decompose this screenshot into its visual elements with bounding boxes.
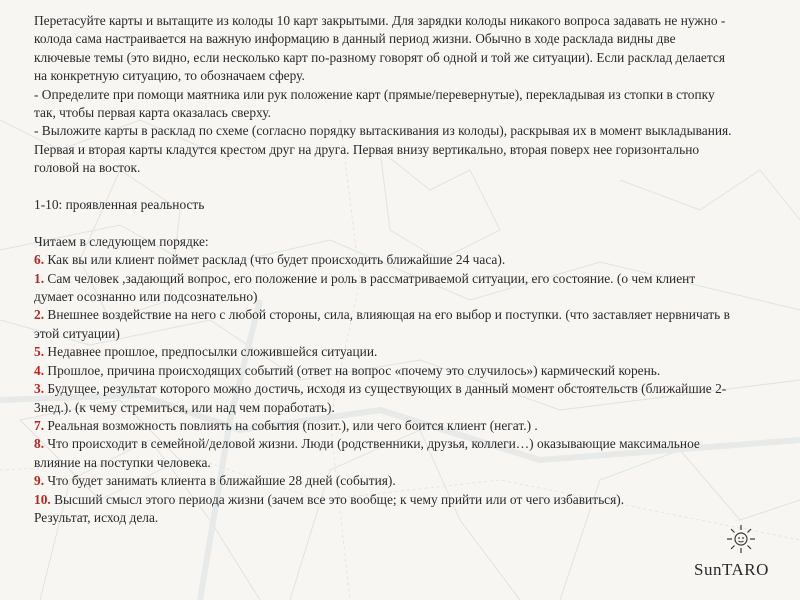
list-item [34, 270, 734, 307]
suntaro-logo [690, 520, 790, 590]
result-line: Результат, исход дела. [34, 509, 159, 525]
section-subtitle: 1-10: проявленная реальность [34, 197, 205, 213]
item-text: Будущее, результат которого можно достичь, исходя из существующих в данный момент обстоятельств (ближайшие 2-3нед.). (к чему стремиться, или над чем поработать). [34, 381, 727, 415]
list-item [34, 343, 734, 361]
logo-text: SunTARO [694, 560, 769, 579]
item-text: Высший смысл этого периода жизни (зачем все это вообще; к чему прийти или от чего избавиться). [50, 491, 625, 507]
item-number: 7. [34, 417, 45, 433]
item-text: Что происходит в семейной/деловой жизни. Люди (родственники, друзья, коллеги…) оказывающие максимальное влияние на поступки человека. [34, 436, 700, 470]
list-item [34, 380, 734, 417]
layout-paragraph: - Выложите карты в расклад по схеме (согласно порядку вытаскивания из колоды), раскрывая их в момент выкладывания. Первая и вторая карты кладутся крестом друг на друга. Первая внизу вертикально, вторая поверх нее горизонтально головой на восток. [34, 123, 732, 176]
list-item [34, 251, 734, 269]
item-text: Что будет занимать клиента в ближайшие 28 дней (события). [44, 473, 396, 489]
list-item [34, 472, 734, 490]
item-number: 10. [34, 491, 51, 507]
document-text [34, 12, 734, 527]
item-text: Внешнее воздействие на него с любой стороны, сила, влияющая на его выбор и поступки. (что заставляет нервничать в этой ситуации) [34, 307, 730, 341]
item-number: 6. [34, 252, 45, 268]
intro-paragraph: Перетасуйте карты и вытащите из колоды 10 карт закрытыми. Для зарядки колоды никакого вопроса задавать не нужно - колода сама настраивается на важную информацию в данный период жизни. Обычно в ходе расклада видны две ключевые темы (это видно, если несколько карт по-разному говорят об одной и той же ситуации). Если расклад делается на конкретную ситуацию, то обозначаем сферу. [34, 13, 726, 84]
sun-icon [726, 524, 756, 554]
item-number: 1. [34, 270, 45, 286]
list-item [34, 491, 734, 509]
item-number: 5. [34, 344, 45, 360]
pendulum-paragraph: - Определите при помощи маятника или рук положение карт (прямые/перевернутые), перекладывая из стопки в стопку так, чтобы первая карта оказалась сверху. [34, 86, 715, 121]
reading-order-title: Читаем в следующем порядке: [34, 233, 209, 249]
item-text: Недавнее прошлое, предпосылки сложившейся ситуации. [44, 344, 378, 360]
item-text: Как вы или клиент поймет расклад (что будет происходить ближайшие 24 часа). [44, 252, 506, 268]
item-text: Сам человек ,задающий вопрос, его положение и роль в рассматриваемой ситуации, его состояние. (о чем клиент думает осознанно или подсознательно) [34, 270, 696, 305]
item-text: Прошлое, причина происходящих событий (ответ на вопрос «почему это случилось») кармический корень. [44, 362, 661, 378]
list-item [34, 362, 734, 380]
item-number: 4. [34, 362, 45, 378]
item-number: 9. [34, 473, 45, 489]
item-text: Реальная возможность повлиять на события (позит.), или чего боится клиент (негат.) . [44, 417, 538, 433]
list-item [34, 306, 734, 343]
list-item [34, 417, 734, 435]
item-number: 2. [34, 307, 45, 323]
item-number: 3. [34, 381, 45, 397]
item-number: 8. [34, 436, 45, 452]
list-item [34, 435, 734, 472]
